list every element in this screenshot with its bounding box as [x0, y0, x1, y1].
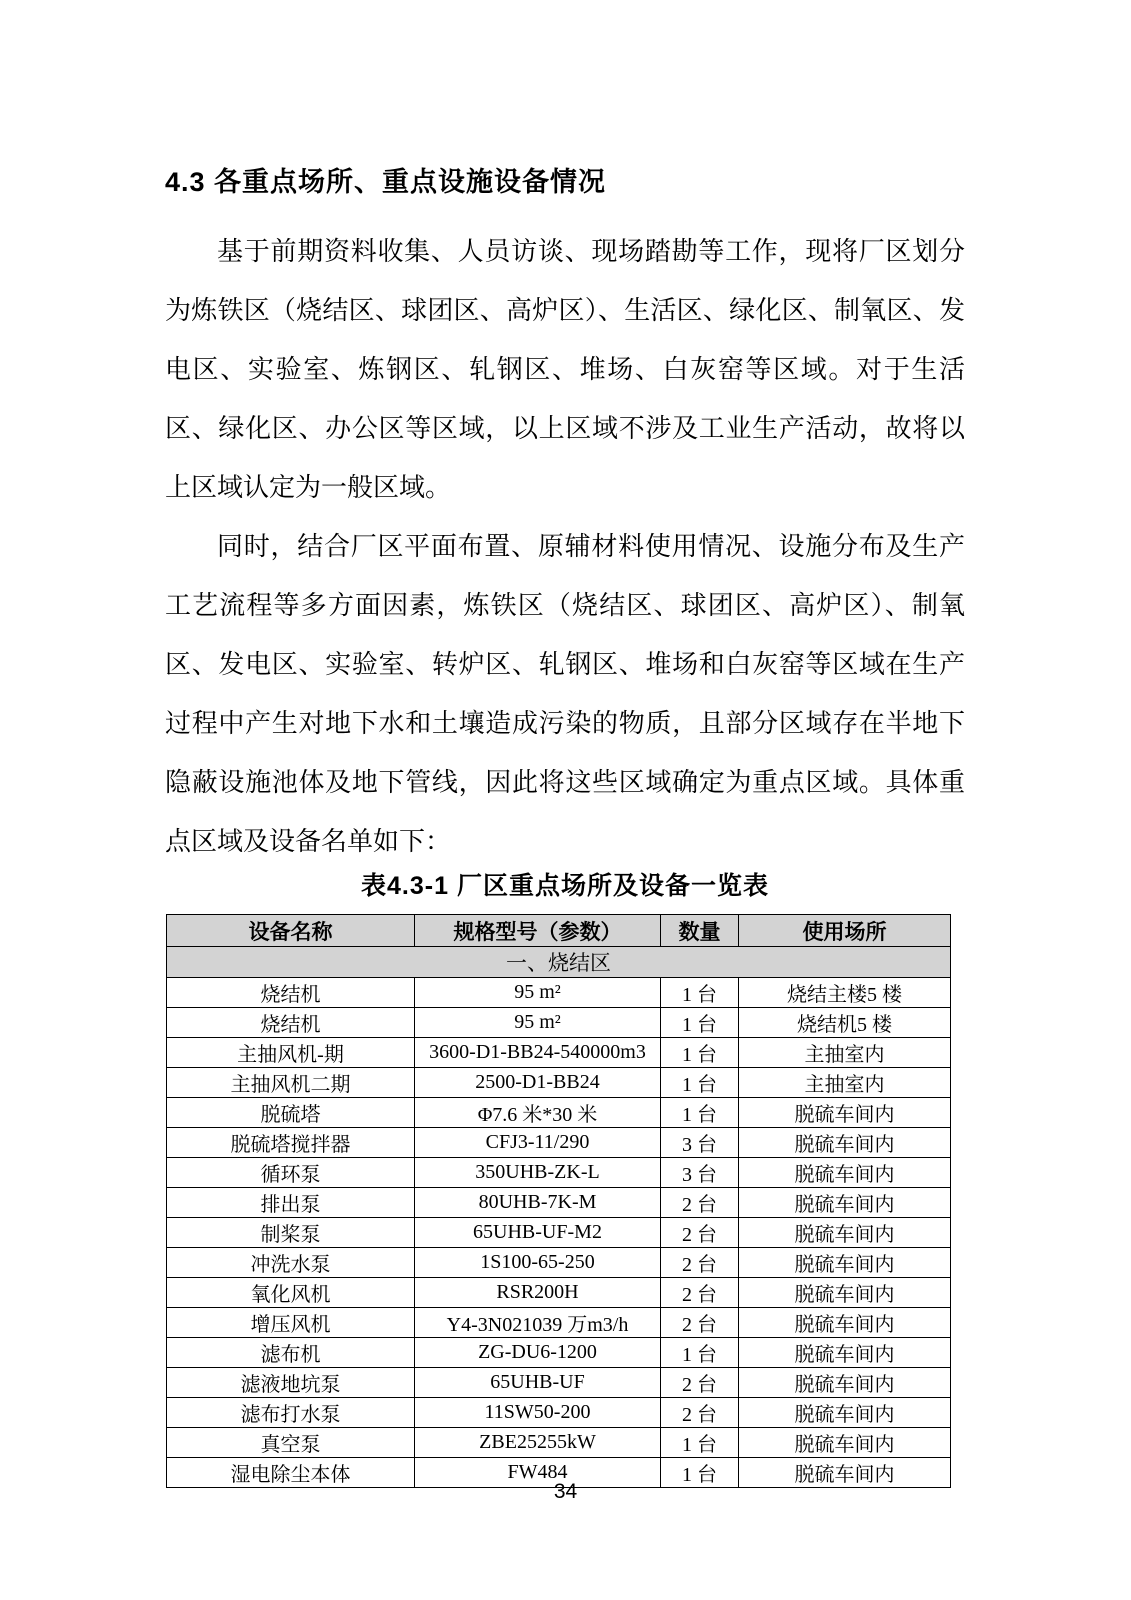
table-row [167, 1368, 951, 1398]
paragraph-2: 同时，结合厂区平面布置、原辅材料使用情况、设施分布及生产工艺流程等多方面因素，炼铁区（烧结区、球团区、高炉区）、制氧区、发电区、实验室、转炉区、轧钢区、堆场和白灰窑等区域在生产过程中产生对地下水和土壤造成污染的物质，且部分区域存在半地下隐蔽设施池体及地下管线，因此将这些区域确定为重点区域。具体重点区域及设备名单如下： [165, 532, 965, 856]
device-name-cell: 增压风机 [167, 1308, 415, 1338]
device-name-cell: 排出泵 [167, 1188, 415, 1218]
table-row [167, 1008, 951, 1038]
device-name-cell: 冲洗水泵 [167, 1248, 415, 1278]
device-name-cell: 滤布打水泵 [167, 1398, 415, 1428]
location-cell: 脱硫车间内 [739, 1398, 951, 1428]
device-name-cell: 烧结机 [167, 978, 415, 1008]
section-heading: 4.3 各重点场所、重点设施设备情况 [165, 167, 607, 198]
location-cell: 主抽室内 [739, 1038, 951, 1068]
table-row [167, 1038, 951, 1068]
device-name-cell: 主抽风机-期 [167, 1038, 415, 1068]
spec-cell: 1S100-65-250 [415, 1248, 661, 1278]
table-row [167, 1218, 951, 1248]
spec-cell: ZG-DU6-1200 [415, 1338, 661, 1368]
quantity-cell: 1 台 [661, 1428, 739, 1458]
table-row [167, 1278, 951, 1308]
quantity-cell: 2 台 [661, 1278, 739, 1308]
quantity-cell: 2 台 [661, 1398, 739, 1428]
quantity-cell: 2 台 [661, 1368, 739, 1398]
table-row [167, 1338, 951, 1368]
quantity-cell: 1 台 [661, 978, 739, 1008]
location-cell: 烧结机5 楼 [739, 1008, 951, 1038]
device-name-cell: 湿电除尘本体 [167, 1458, 415, 1488]
location-cell: 脱硫车间内 [739, 1128, 951, 1158]
spec-cell: CFJ3-11/290 [415, 1128, 661, 1158]
spec-cell: 350UHB-ZK-L [415, 1158, 661, 1188]
column-header-location: 使用场所 [739, 915, 951, 947]
device-name-cell: 滤液地坑泵 [167, 1368, 415, 1398]
table-title: 表4.3-1 厂区重点场所及设备一览表 [361, 872, 769, 900]
spec-cell: FW484 [415, 1458, 661, 1488]
quantity-cell: 3 台 [661, 1158, 739, 1188]
quantity-cell: 3 台 [661, 1128, 739, 1158]
table-row [167, 978, 951, 1008]
quantity-cell: 1 台 [661, 1008, 739, 1038]
spec-cell: 95 m² [415, 978, 661, 1008]
quantity-cell: 1 台 [661, 1458, 739, 1488]
section-label: 一、烧结区 [167, 947, 951, 978]
quantity-cell: 2 台 [661, 1218, 739, 1248]
spec-cell: ZBE25255kW [415, 1428, 661, 1458]
table-row [167, 1398, 951, 1428]
spec-cell: 2500-D1-BB24 [415, 1068, 661, 1098]
quantity-cell: 2 台 [661, 1308, 739, 1338]
spec-cell: 11SW50-200 [415, 1398, 661, 1428]
spec-cell: Y4-3N021039 万m3/h [415, 1308, 661, 1338]
paragraph-1: 基于前期资料收集、人员访谈、现场踏勘等工作，现将厂区划分为炼铁区（烧结区、球团区、高炉区）、生活区、绿化区、制氧区、发电区、实验室、炼钢区、轧钢区、堆场、白灰窑等区域。对于生活区、绿化区、办公区等区域，以上区域不涉及工业生产活动，故将以上区域认定为一般区域。 [165, 237, 965, 502]
table-row [167, 1128, 951, 1158]
quantity-cell: 2 台 [661, 1248, 739, 1278]
spec-cell: 95 m² [415, 1008, 661, 1038]
quantity-cell: 1 台 [661, 1038, 739, 1068]
quantity-cell: 1 台 [661, 1068, 739, 1098]
spec-cell: 65UHB-UF-M2 [415, 1218, 661, 1248]
device-name-cell: 脱硫塔 [167, 1098, 415, 1128]
device-name-cell: 循环泵 [167, 1158, 415, 1188]
location-cell: 脱硫车间内 [739, 1158, 951, 1188]
location-cell: 脱硫车间内 [739, 1428, 951, 1458]
column-header-device-name: 设备名称 [167, 915, 415, 947]
column-header-spec: 规格型号（参数） [415, 915, 661, 947]
location-cell: 脱硫车间内 [739, 1218, 951, 1248]
device-name-cell: 脱硫塔搅拌器 [167, 1128, 415, 1158]
device-name-cell: 滤布机 [167, 1338, 415, 1368]
page-number: 34 [553, 1480, 578, 1503]
location-cell: 脱硫车间内 [739, 1368, 951, 1398]
location-cell: 烧结主楼5 楼 [739, 978, 951, 1008]
spec-cell: 80UHB-7K-M [415, 1188, 661, 1218]
spec-cell: 65UHB-UF [415, 1368, 661, 1398]
table-row [167, 1068, 951, 1098]
spec-cell: Φ7.6 米*30 米 [415, 1098, 661, 1128]
table-header-row [167, 915, 951, 947]
device-name-cell: 烧结机 [167, 1008, 415, 1038]
table-row [167, 1248, 951, 1278]
location-cell: 脱硫车间内 [739, 1458, 951, 1488]
location-cell: 主抽室内 [739, 1068, 951, 1098]
device-name-cell: 主抽风机二期 [167, 1068, 415, 1098]
table-row [167, 1428, 951, 1458]
location-cell: 脱硫车间内 [739, 1188, 951, 1218]
table-row [167, 1308, 951, 1338]
table-row [167, 1158, 951, 1188]
table-row [167, 1188, 951, 1218]
section-row [167, 947, 951, 978]
spec-cell: 3600-D1-BB24-540000m3 [415, 1038, 661, 1068]
device-table [166, 914, 951, 1488]
quantity-cell: 2 台 [661, 1188, 739, 1218]
body-text [165, 222, 965, 871]
column-header-quantity: 数量 [661, 915, 739, 947]
location-cell: 脱硫车间内 [739, 1308, 951, 1338]
location-cell: 脱硫车间内 [739, 1278, 951, 1308]
quantity-cell: 1 台 [661, 1098, 739, 1128]
location-cell: 脱硫车间内 [739, 1098, 951, 1128]
device-name-cell: 氧化风机 [167, 1278, 415, 1308]
quantity-cell: 1 台 [661, 1338, 739, 1368]
location-cell: 脱硫车间内 [739, 1338, 951, 1368]
device-name-cell: 真空泵 [167, 1428, 415, 1458]
spec-cell: RSR200H [415, 1278, 661, 1308]
table-row [167, 1098, 951, 1128]
location-cell: 脱硫车间内 [739, 1248, 951, 1278]
device-name-cell: 制桨泵 [167, 1218, 415, 1248]
